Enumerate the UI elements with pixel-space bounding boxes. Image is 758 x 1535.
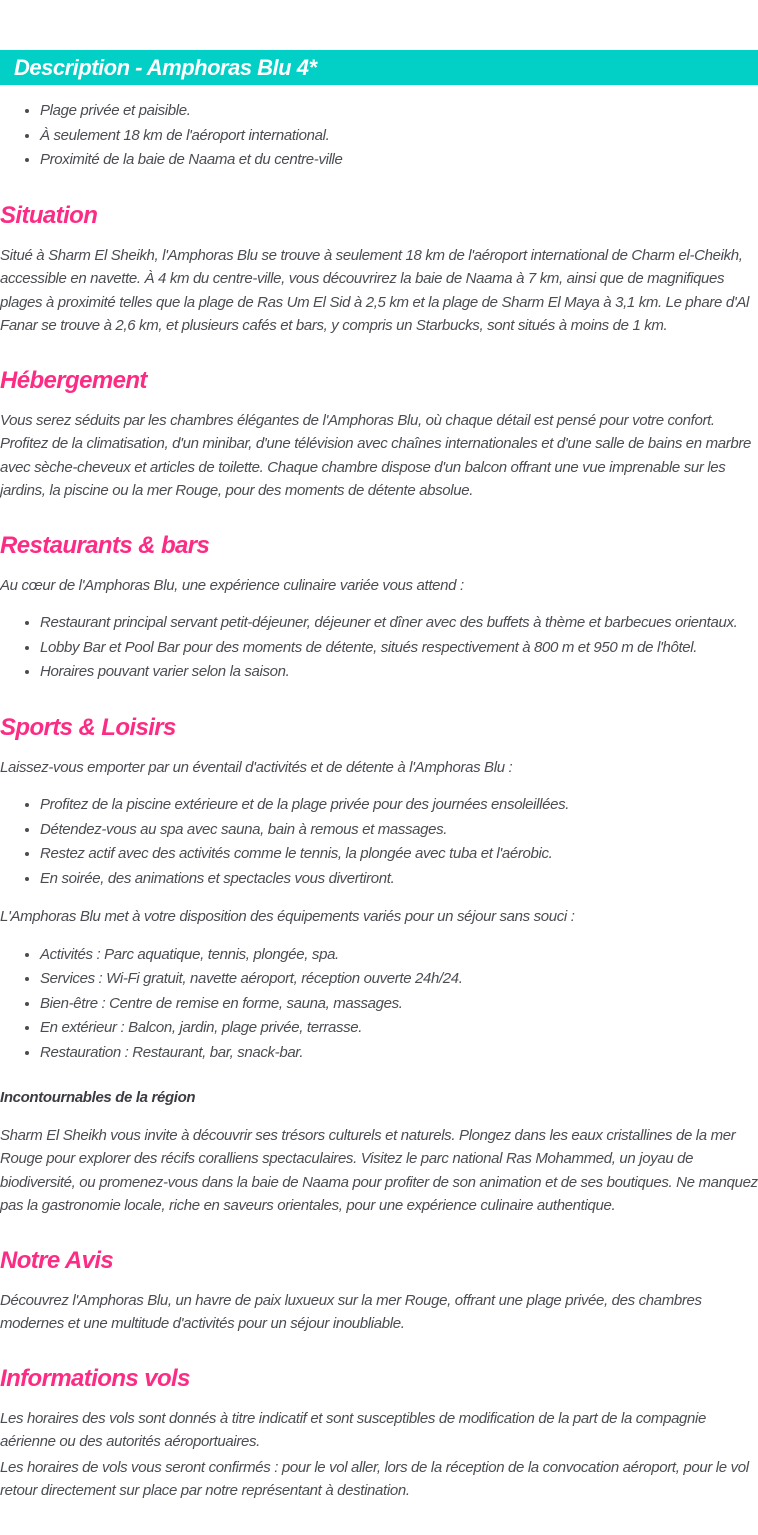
- page-title: Description - Amphoras Blu 4*: [14, 54, 317, 80]
- region-paragraph: Sharm El Sheikh vous invite à découvrir ses trésors culturels et naturels. Plongez dans les eaux cristallines de la mer Rouge pour explorer des récifs coralliens spectaculaires. Visitez le parc national Ras Mohammed, un joyau de biodiversité, ou promenez-vous dans la baie de Naama pour profiter de son animation et de ses boutiques. Ne manquez pas la gastronomie locale, riche en saveurs orientales, pour une expérience culinaire authentique.: [0, 1126, 758, 1214]
- list-item: • Plage privée et paisible.: [40, 99, 758, 124]
- list-item: • Restaurant principal servant petit-déjeuner, déjeuner et dîner avec des buffets à thème et barbecues orientaux.: [40, 611, 758, 636]
- restaurants-list: [0, 611, 758, 685]
- description-header-bar: [0, 50, 758, 85]
- list-item: • Lobby Bar et Pool Bar pour des moments de détente, situés respectivement à 800 m et 950 m de l'hôtel.: [40, 636, 758, 661]
- list-item: • Profitez de la piscine extérieure et de la plage privée pour des journées ensoleillées.: [40, 793, 758, 818]
- list-item: • Proximité de la baie de Naama et du centre-ville: [40, 148, 758, 173]
- list-item: • À seulement 18 km de l'aéroport international.: [40, 124, 758, 149]
- list-item: • En extérieur : Balcon, jardin, plage privée, terrasse.: [40, 1016, 758, 1041]
- equipment-list: [0, 943, 758, 1066]
- section-heading-restaurants: Restaurants & bars: [0, 531, 210, 559]
- hebergement-paragraph: Vous serez séduits par les chambres élégantes de l'Amphoras Blu, où chaque détail est pensé pour votre confort. Profitez de la climatisation, d'un minibar, d'une télévision avec chaînes internationales et d'une salle de bains en marbre avec sèche-cheveux et articles de toilette. Chaque chambre dispose d'un balcon offrant une vue imprenable sur les jardins, la piscine ou la mer Rouge, pour des moments de détente absolue.: [0, 411, 752, 499]
- list-item: • Restez actif avec des activités comme le tennis, la plongée avec tuba et l'aérobic.: [40, 842, 758, 867]
- avis-paragraph: Découvrez l'Amphoras Blu, un havre de paix luxueux sur la mer Rouge, offrant une plage privée, des chambres modernes et une multitude d'activités pour un séjour inoubliable.: [0, 1291, 702, 1332]
- highlights-list: [0, 99, 758, 173]
- section-heading-hebergement: Hébergement: [0, 366, 147, 394]
- restaurants-intro: Au cœur de l'Amphoras Blu, une expérience culinaire variée vous attend :: [0, 576, 464, 594]
- section-heading-situation: Situation: [0, 201, 98, 229]
- list-item: • En soirée, des animations et spectacles vous divertiront.: [40, 867, 758, 892]
- list-item: • Services : Wi-Fi gratuit, navette aéroport, réception ouverte 24h/24.: [40, 967, 758, 992]
- vols-paragraph-2: Les horaires de vols vous seront confirmés : pour le vol aller, lors de la réception de la convocation aéroport, pour le vol retour directement sur place par notre représentant à destination.: [0, 1458, 749, 1499]
- vols-paragraphs: [0, 1407, 758, 1503]
- sports-intro: Laissez-vous emporter par un éventail d'activités et de détente à l'Amphoras Blu :: [0, 758, 513, 776]
- sports-activities-list: [0, 793, 758, 891]
- section-heading-vols: Informations vols: [0, 1364, 190, 1392]
- list-item: • Détendez-vous au spa avec sauna, bain à remous et massages.: [40, 818, 758, 843]
- list-item: • Bien-être : Centre de remise en forme, sauna, massages.: [40, 992, 758, 1017]
- list-item: • Activités : Parc aquatique, tennis, plongée, spa.: [40, 943, 758, 968]
- section-heading-avis: Notre Avis: [0, 1246, 114, 1274]
- situation-paragraph: Situé à Sharm El Sheikh, l'Amphoras Blu se trouve à seulement 18 km de l'aéroport international de Charm el-Cheikh, accessible en navette. À 4 km du centre-ville, vous découvrirez la baie de Naama à 7 km, ainsi que de magnifiques plages à proximité telles que la plage de Ras Um El Sid à 2,5 km et la plage de Sharm El Maya à 3,1 km. Le phare d'Al Fanar se trouve à 2,6 km, et plusieurs cafés et bars, y compris un Starbucks, sont situés à moins de 1 km.: [0, 246, 749, 334]
- vols-paragraph-1: Les horaires des vols sont donnés à titre indicatif et sont susceptibles de modification de la part de la compagnie aérienne ou des autorités aéroportuaires.: [0, 1409, 707, 1450]
- equipment-intro: L'Amphoras Blu met à votre disposition des équipements variés pour un séjour sans souci :: [0, 908, 575, 925]
- list-item: • Restauration : Restaurant, bar, snack-bar.: [40, 1041, 758, 1066]
- list-item: • Horaires pouvant varier selon la saison.: [40, 660, 758, 685]
- region-subheading: Incontournables de la région: [0, 1089, 196, 1106]
- section-heading-sports: Sports & Loisirs: [0, 713, 176, 741]
- description-content: [0, 99, 758, 1525]
